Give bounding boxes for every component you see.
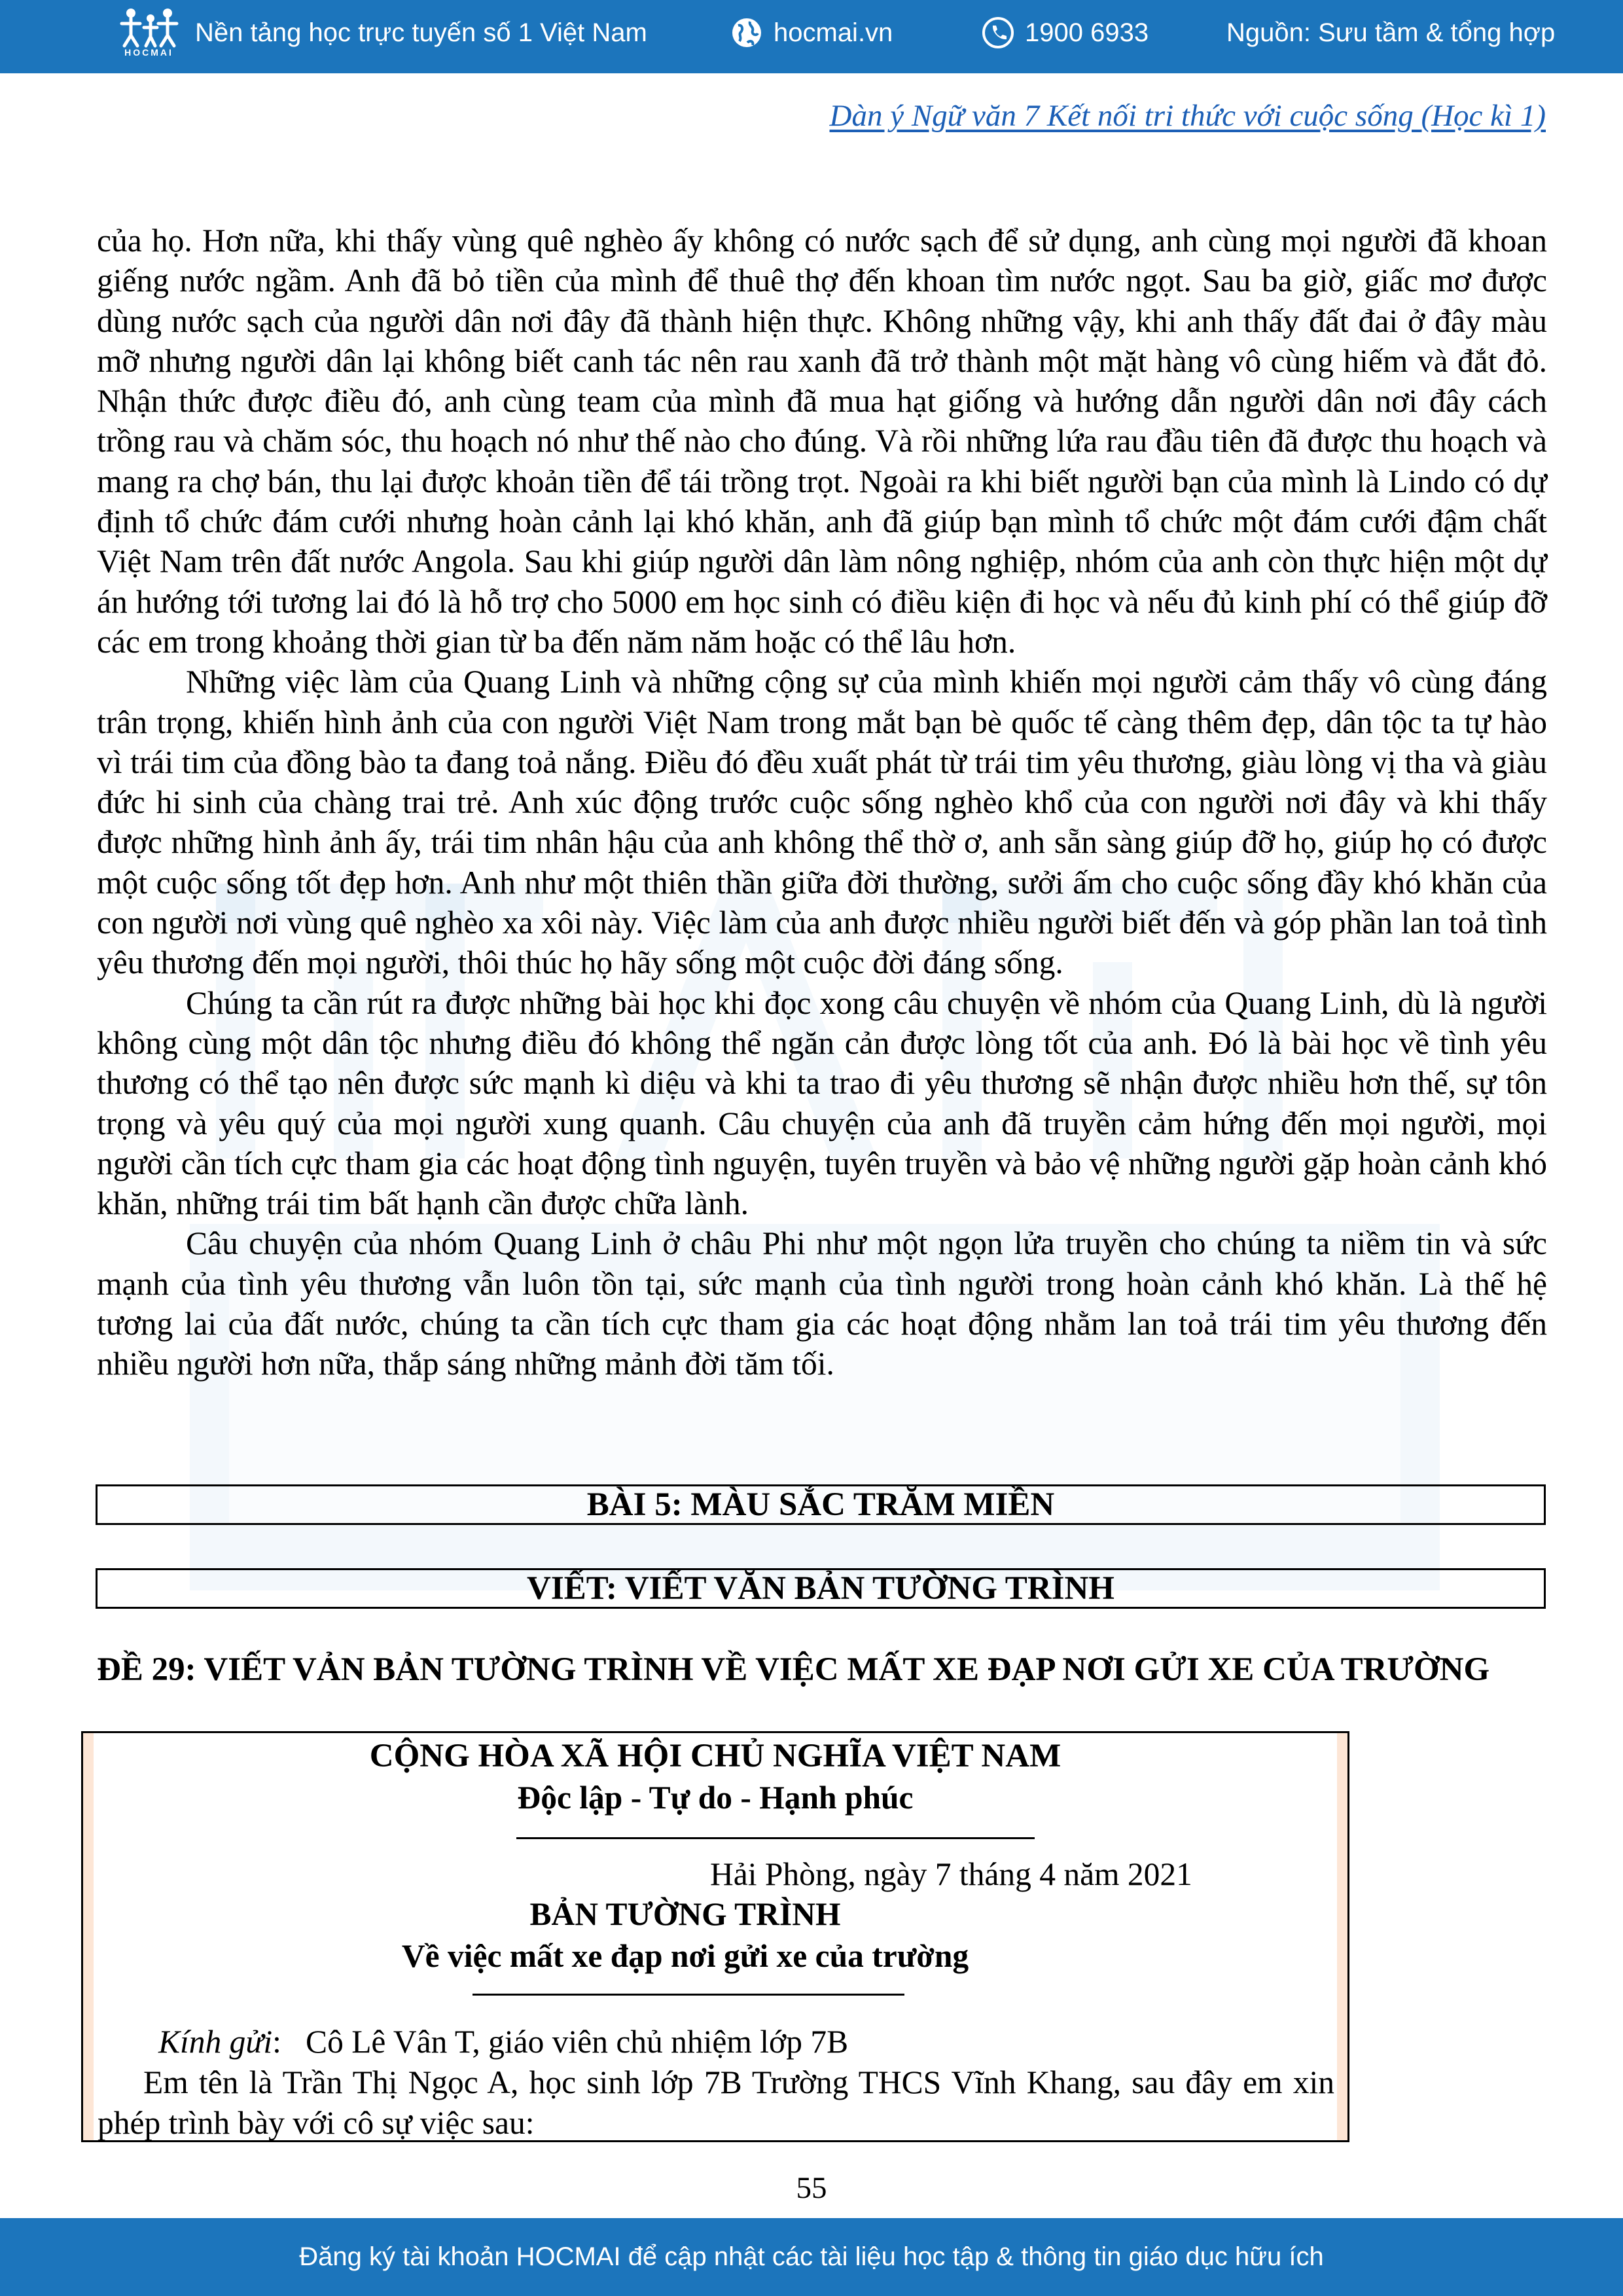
source-text: Nguồn: Sưu tầm & tổng hợp (1226, 18, 1556, 47)
report-body: Em tên là Trần Thị Ngọc A, học sinh lớp 7B Trường THCS Vĩnh Khang, sau đây em xin phép trình bày với cô sự việc sau: (98, 2064, 1334, 2141)
paragraph: Câu chuyện của nhóm Quang Linh ở châu Phi như một ngọn lửa truyền cho chúng ta niềm tin và sức mạnh của tình yêu thương vẫn luôn tồn tại, sức mạnh của tình người trong hoàn cảnh khó khăn. Là thế hệ tương lai của đất nước, chúng ta cần tích cực tham gia các hoạt động nhằm lan toả trái tim yêu thương đến nhiều người hơn nữa, thắp sáng những mảnh đời tăm tối. (97, 1225, 1547, 1382)
section-heading: VIẾT: VIẾT VĂN BẢN TƯỜNG TRÌNH (96, 1568, 1546, 1609)
country-name: CỘNG HÒA XÃ HỘI CHỦ NGHĨA VIỆT NAM (369, 1738, 1061, 1774)
recipient-label: Kính gửi (158, 2024, 273, 2060)
tagline-text: Nền tảng học trực tuyến số 1 Việt Nam (195, 18, 647, 47)
national-motto: Độc lập - Tự do - Hạnh phúc (517, 1780, 914, 1816)
subject-underline (473, 1994, 904, 1996)
document-type: BẢN TƯỜNG TRÌNH (529, 1896, 841, 1932)
report-form (81, 1731, 1349, 2142)
globe-icon (730, 16, 763, 49)
paragraph: Chúng ta cần rút ra được những bài học khi đọc xong câu chuyện về nhóm của Quang Linh, dù là người không cùng một dân tộc nhưng điều đó không thể ngăn cản được lòng tốt của anh. Đó là bài học về tình yêu thương có thể tạo nên được sức mạnh kì diệu và khi ta trao đi yêu thương sẽ nhận được nhiều hơn thế, sự tôn trọng và yêu quý của mọi người xung quanh. Câu chuyện của anh đã truyền cảm hứng đến mọi người, mọi người cần tích cực tham gia các hoạt động tình nguyện, tuyên truyền và bảo vệ những người gặp hoàn cảnh khó khăn, những trái tim bất hạnh cần được chữa lành. (97, 984, 1547, 1222)
phone-icon (982, 16, 1014, 49)
footer-text[interactable]: Đăng ký tài khoản HOCMAI để cập nhật các tài liệu học tập & thông tin giáo dục hữu ích (299, 2242, 1324, 2271)
motto-underline (516, 1837, 1035, 1839)
header-source (1226, 0, 1555, 65)
paragraph: Những việc làm của Quang Linh và những cộng sự của mình khiến mọi người cảm thấy vô cùng đáng trân trọng, khiến hình ảnh của con người Việt Nam trong mắt bạn bè quốc tế càng thêm đẹp, dân tộc ta tự hào vì trái tim của đồng bào ta đang toả nắng. Điều đó đều xuất phát từ trái tim yêu thương, giàu lòng vị tha và giàu đức hi sinh của chàng trai trẻ. Anh xúc động trước cuộc sống nghèo khổ của con người nơi đây và khi thấy được những hình ảnh ấy, trái tim nhân hậu của anh không thể thờ ơ, anh sẵn sàng giúp đỡ họ, giúp họ có được một cuộc sống tốt đẹp hơn. Anh như một thiên thần giữa đời thường, sưởi ấm cho cuộc sống đầy khó khăn của con người nơi vùng quê nghèo xa xôi này. Việc làm của anh được nhiều người biết đến và góp phần lan toả tình yêu thương đến mọi người, thôi thúc họ hãy sống một cuộc đời đáng sống. (97, 664, 1547, 981)
header-website[interactable] (730, 0, 893, 65)
recipient-colon: : (272, 2024, 306, 2060)
topic-title: ĐỀ 29: VIẾT VẢN BẢN TƯỜNG TRÌNH VỀ VIỆC MẤT XE ĐẠP NƠI GỬI XE CỦA TRƯỜNG (97, 1651, 1490, 1688)
recipient-line (158, 2023, 848, 2060)
article-body (97, 221, 1547, 1384)
lesson-heading: BÀI 5: MÀU SẮC TRĂM MIỀN (96, 1484, 1546, 1525)
report-subject: Về việc mất xe đạp nơi gửi xe của trường (401, 1938, 969, 1974)
phone-number[interactable]: 1900 6933 (1025, 18, 1149, 47)
header-phone[interactable] (982, 0, 1149, 65)
footer-banner[interactable] (0, 2218, 1623, 2296)
place-date: Hải Phòng, ngày 7 tháng 4 năm 2021 (710, 1856, 1192, 1892)
paragraph: của họ. Hơn nữa, khi thấy vùng quê nghèo ấy không có nước sạch để sử dụng, anh cùng mọi người đã khoan giếng nước ngầm. Anh đã bỏ tiền của mình để thuê thợ đến khoan tìm nước ngọt. Sau ba giờ, giấc mơ được dùng nước sạch của người dân nơi đây đã thành hiện thực. Không những vậy, khi anh thấy đất đai ở đây màu mỡ nhưng người dân lại không biết canh tác nên rau xanh đã trở thành một mặt hàng vô cùng hiếm và đắt đỏ. Nhận thức được điều đó, anh cùng team của mình đã mua hạt giống và hướng dẫn người dân nơi đây cách trồng rau và chăm sóc, thu hoạch nó như thế nào cho đúng. Và rồi những lứa rau đầu tiên đã được thu hoạch và mang ra chợ bán, thu lại được khoản tiền để tái trồng trọt. Ngoài ra khi biết người bạn của mình là Lindo có dự định tổ chức đám cưới nhưng hoàn cảnh lại khó khăn, anh đã giúp bạn mình tổ chức một đám cưới đậm chất Việt Nam trên đất nước Angola. Sau khi giúp người dân làm nông nghiệp, nhóm của anh còn thực hiện một dự án hướng tới tương lai đó là hỗ trợ cho 5000 em học sinh có điều kiện đi học và nếu đủ kinh phí có thể giúp đỡ các em trong khoảng thời gian từ ba đến năm năm hoặc có thể lâu hơn. (97, 223, 1547, 660)
page-number: 55 (796, 2171, 827, 2205)
website-link[interactable]: hocmai.vn (774, 18, 893, 47)
document-title[interactable]: Dàn ý Ngữ văn 7 Kết nối tri thức với cuộc sống (Học kì 1) (829, 99, 1546, 133)
recipient-name: Cô Lê Vân T, giáo viên chủ nhiệm lớp 7B (306, 2024, 849, 2060)
logo-text: HOCMAI (124, 47, 173, 58)
header-tagline (195, 0, 647, 65)
top-banner (0, 0, 1623, 73)
